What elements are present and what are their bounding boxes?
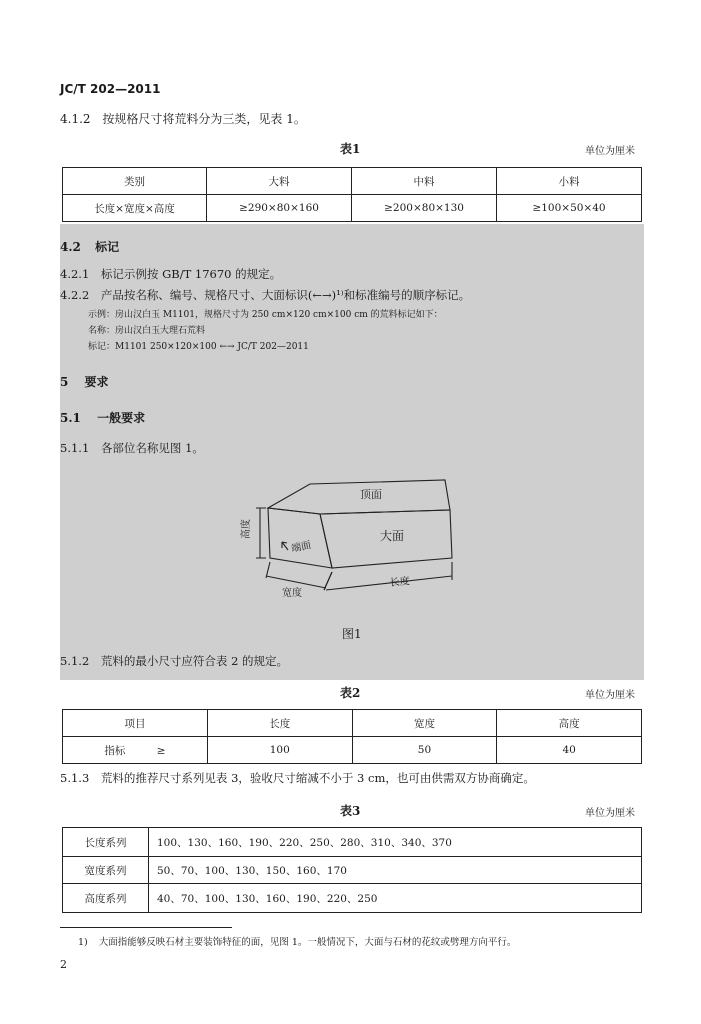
clause-text: 产品按名称、编号、规格尺寸、大面标识(←→)¹⁾和标准编号的顺序标记。 (100, 288, 471, 302)
section-title: 标记 (95, 240, 120, 254)
footnote-mark: 1) (78, 937, 88, 948)
clause-text: 标记示例按 GB/T 17670 的规定。 (100, 267, 282, 281)
table2-cell: 40 (497, 737, 642, 764)
table2-header: 宽度 (352, 710, 497, 737)
table3-unit: 单位为厘米 (585, 808, 635, 819)
table3 (62, 827, 642, 913)
table1-unit: 单位为厘米 (585, 146, 635, 157)
end-face-outline (268, 508, 332, 568)
section-5-1 (60, 409, 145, 426)
table1-title: 表1 (340, 142, 361, 156)
section-5 (60, 373, 109, 390)
table1 (62, 167, 642, 222)
table2-cell: 100 (207, 737, 352, 764)
section-title: 要求 (84, 375, 109, 389)
clause-5-1-1 (60, 440, 204, 456)
table3-row (63, 884, 642, 913)
page-number: 2 (60, 958, 67, 971)
table3-row-values: 100、130、160、190、220、250、280、310、340、370 (149, 828, 642, 857)
length-label: 长度 (389, 575, 411, 589)
clause-5-1-2 (60, 653, 288, 669)
footnote-rule (60, 927, 232, 928)
section-4-2 (60, 238, 119, 255)
table1-cell: 长度×宽度×高度 (63, 195, 207, 222)
height-dimension-ticks (256, 508, 266, 558)
clause-number: 5.1.3 (60, 771, 90, 785)
standard-number: JC/T 202—2011 (60, 82, 161, 96)
table3-title: 表3 (340, 804, 361, 818)
table3-row-label: 宽度系列 (63, 857, 149, 884)
table2-row-label (63, 737, 208, 764)
footnote-text: 大面指能够反映石材主要装饰特征的面，见图 1。一般情况下，大面与石材的花纹或劈理方向平行。 (98, 937, 517, 948)
section-number: 4.2 (60, 240, 81, 254)
table3-row (63, 857, 642, 884)
table1-header: 小料 (497, 168, 642, 195)
length-dimension-line (324, 562, 452, 590)
width-label: 宽度 (282, 588, 302, 599)
table1-cell: ≥100×50×40 (497, 195, 642, 222)
clause-number: 5.1.2 (60, 654, 90, 668)
table2-header: 高度 (497, 710, 642, 737)
top-face-label: 顶面 (360, 488, 382, 501)
table2-header: 长度 (207, 710, 352, 737)
table2-title: 表2 (340, 686, 361, 700)
table2-header: 项目 (63, 710, 208, 737)
table3-row-values: 40、70、100、130、160、190、220、250 (149, 884, 642, 913)
section-number: 5.1 (60, 411, 81, 425)
table1-cell: ≥290×80×160 (207, 195, 352, 222)
example-line-1: 示例：房山汉白玉 M1101，规格尺寸为 250 cm×120 cm×100 cm 的荒料标记如下： (88, 310, 443, 320)
table1-cell: ≥200×80×130 (352, 195, 497, 222)
big-face-label: 大面 (380, 529, 405, 543)
table3-row (63, 828, 642, 857)
clause-text: 荒料的推荐尺寸系列见表 3，验收尺寸缩减不小于 3 cm，也可由供需双方协商确定。 (100, 771, 535, 785)
table1-header: 中料 (352, 168, 497, 195)
top-face-outline (268, 480, 450, 514)
clause-4-1-2 (60, 110, 306, 127)
table2-cell: 50 (352, 737, 497, 764)
clause-number: 4.1.2 (60, 112, 91, 126)
end-face-label: 端面 (290, 540, 313, 555)
row-label-symbol: ≥ (156, 744, 166, 757)
section-title: 一般要求 (97, 411, 146, 425)
clause-number: 5.1.1 (60, 441, 90, 455)
table3-row-label: 长度系列 (63, 828, 149, 857)
clause-4-2-1 (60, 266, 281, 282)
footnote (78, 934, 516, 948)
table2 (62, 709, 642, 764)
table3-row-values: 50、70、100、130、150、160、170 (149, 857, 642, 884)
end-face-arrow (282, 542, 288, 550)
clause-5-1-3 (60, 770, 535, 786)
height-label: 高度 (241, 519, 252, 539)
table1-header: 类别 (63, 168, 207, 195)
clause-number: 4.2.1 (60, 267, 90, 281)
clause-4-2-2 (60, 287, 470, 303)
figure-caption: 图1 (342, 627, 362, 641)
example-line-3: 标记：M1101 250×120×100 ←→ JC/T 202—2011 (88, 342, 309, 352)
section-number: 5 (60, 375, 69, 389)
row-label-text: 指标 (104, 744, 126, 757)
clause-text: 按规格尺寸将荒料分为三类，见表 1。 (102, 112, 306, 126)
example-line-2: 名称：房山汉白玉大理石荒料 (88, 326, 206, 336)
table1-header: 大料 (207, 168, 352, 195)
clause-text: 荒料的最小尺寸应符合表 2 的规定。 (100, 654, 289, 668)
clause-number: 4.2.2 (60, 288, 90, 302)
table3-row-label: 高度系列 (63, 884, 149, 913)
clause-text: 各部位名称见图 1。 (100, 441, 204, 455)
block-figure (220, 470, 460, 610)
table2-unit: 单位为厘米 (585, 690, 635, 701)
